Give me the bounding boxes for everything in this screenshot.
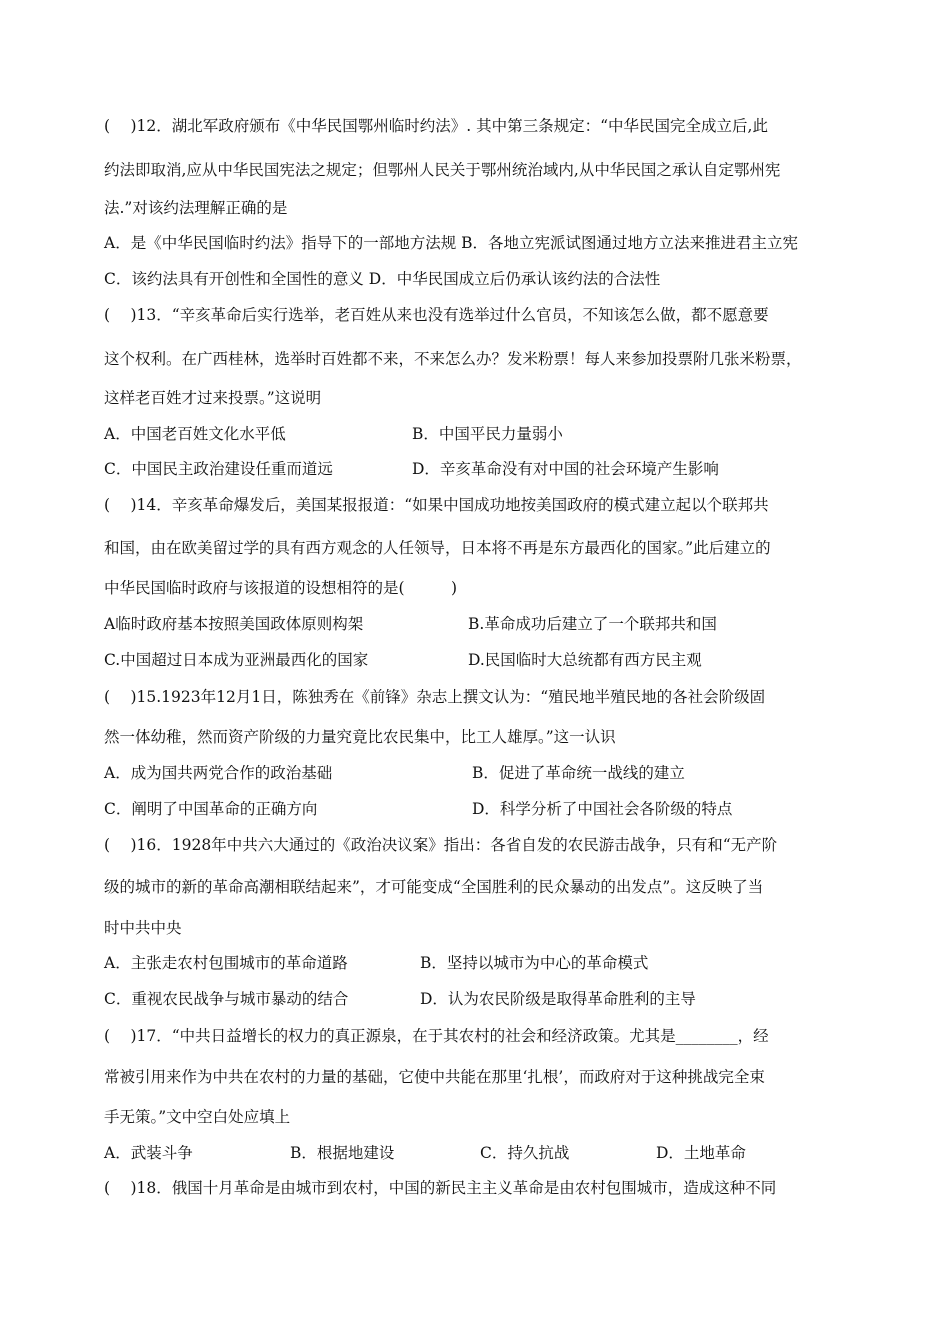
q12-line-3: 法.”对该约法理解正确的是 [104, 199, 288, 217]
q12-options-ab: A．是《中华民国临时约法》指导下的一部地方法规 B．各地立宪派试图通过地方立法来推进君主立宪 [104, 234, 799, 252]
q14-option-d: D.民国临时大总统都有西方民主观 [468, 651, 702, 669]
q13-option-c: C．中国民主政治建设任重而道远 [104, 460, 333, 478]
q16-line-2: 级的城市的新的革命高潮相联结起来”，才可能变成“全国胜利的民众暴动的出发点”。这反映了当 [104, 878, 764, 896]
q16-line-3: 时中共中央 [104, 919, 182, 937]
q16-option-b: B．坚持以城市为中心的革命模式 [420, 954, 649, 972]
q15-option-c: C．阐明了中国革命的正确方向 [104, 800, 318, 818]
q13-line-3: 这样老百姓才过来投票。”这说明 [104, 389, 322, 407]
q14-option-a: A临时政府基本按照美国政体原则构架 [104, 615, 364, 633]
q13-option-b: B．中国平民力量弱小 [412, 425, 563, 443]
q17-line-3: 手无策。”文中空白处应填上 [104, 1108, 291, 1126]
q14-line-2: 和国，由在欧美留过学的具有西方观念的人任领导，日本将不再是东方最西化的国家。”此后建立的 [104, 539, 771, 557]
q18-line-1: ( )18．俄国十月革命是由城市到农村，中国的新民主主义革命是由农村包围城市，造成这种不同 [104, 1179, 777, 1197]
q15-option-a: A．成为国共两党合作的政治基础 [104, 764, 333, 782]
q13-line-1: ( )13．“辛亥革命后实行选举，老百姓从来也没有选举过什么官员，不知该怎么做，都不愿意要 [104, 306, 769, 324]
q16-line-1: ( )16．1928年中共六大通过的《政治决议案》指出：各省自发的农民游击战争，只有和“无产阶 [104, 836, 778, 854]
q16-option-c: C．重视农民战争与城市暴动的结合 [104, 990, 349, 1008]
q17-option-d: D．土地革命 [656, 1144, 746, 1162]
q12-options-cd: C．该约法具有开创性和全国性的意义 D．中华民国成立后仍承认该约法的合法性 [104, 270, 661, 288]
q15-line-2: 然一体幼稚，然而资产阶级的力量究竟比农民集中，比工人雄厚。”这一认识 [104, 728, 616, 746]
q13-option-d: D．辛亥革命没有对中国的社会环境产生影响 [412, 460, 719, 478]
q13-option-a: A．中国老百姓文化水平低 [104, 425, 286, 443]
q14-option-c: C.中国超过日本成为亚洲最西化的国家 [104, 651, 369, 669]
q13-line-2: 这个权利。在广西桂林，选举时百姓都不来，不来怎么办？发米粉票！每人来参加投票附几张米粉票， [104, 350, 802, 368]
q17-option-b: B．根据地建设 [290, 1144, 395, 1162]
q17-line-1: ( )17．“中共日益增长的权力的真正源泉，在于其农村的社会和经济政策。尤其是________，经 [104, 1027, 769, 1045]
q15-option-d: D．科学分析了中国社会各阶级的特点 [472, 800, 733, 818]
q17-option-a: A．武装斗争 [104, 1144, 193, 1162]
q16-option-d: D．认为农民阶级是取得革命胜利的主导 [420, 990, 696, 1008]
q14-option-b: B.革命成功后建立了一个联邦共和国 [468, 615, 717, 633]
q14-line-1: ( )14．辛亥革命爆发后，美国某报报道：“如果中国成功地按美国政府的模式建立起以个联邦共 [104, 496, 769, 514]
q16-option-a: A．主张走农村包围城市的革命道路 [104, 954, 348, 972]
q15-option-b: B．促进了革命统一战线的建立 [472, 764, 685, 782]
q17-option-c: C．持久抗战 [480, 1144, 570, 1162]
q12-line-2: 约法即取消,应从中华民国宪法之规定；但鄂州人民关于鄂州统治域内,从中华民国之承认自定鄂州宪 [104, 161, 781, 179]
q17-line-2: 常被引用来作为中共在农村的力量的基础，它使中共能在那里‘扎根’，而政府对于这种挑战完全束 [104, 1068, 765, 1086]
q15-line-1: ( )15.1923年12月1日，陈独秀在《前锋》杂志上撰文认为：“殖民地半殖民地的各社会阶级固 [104, 688, 766, 706]
q14-line-3: 中华民国临时政府与该报道的设想相符的是( ) [104, 579, 458, 597]
q12-line-1: ( )12．湖北军政府颁布《中华民国鄂州临时约法》. 其中第三条规定：“中华民国完全成立后,此 [104, 117, 768, 135]
